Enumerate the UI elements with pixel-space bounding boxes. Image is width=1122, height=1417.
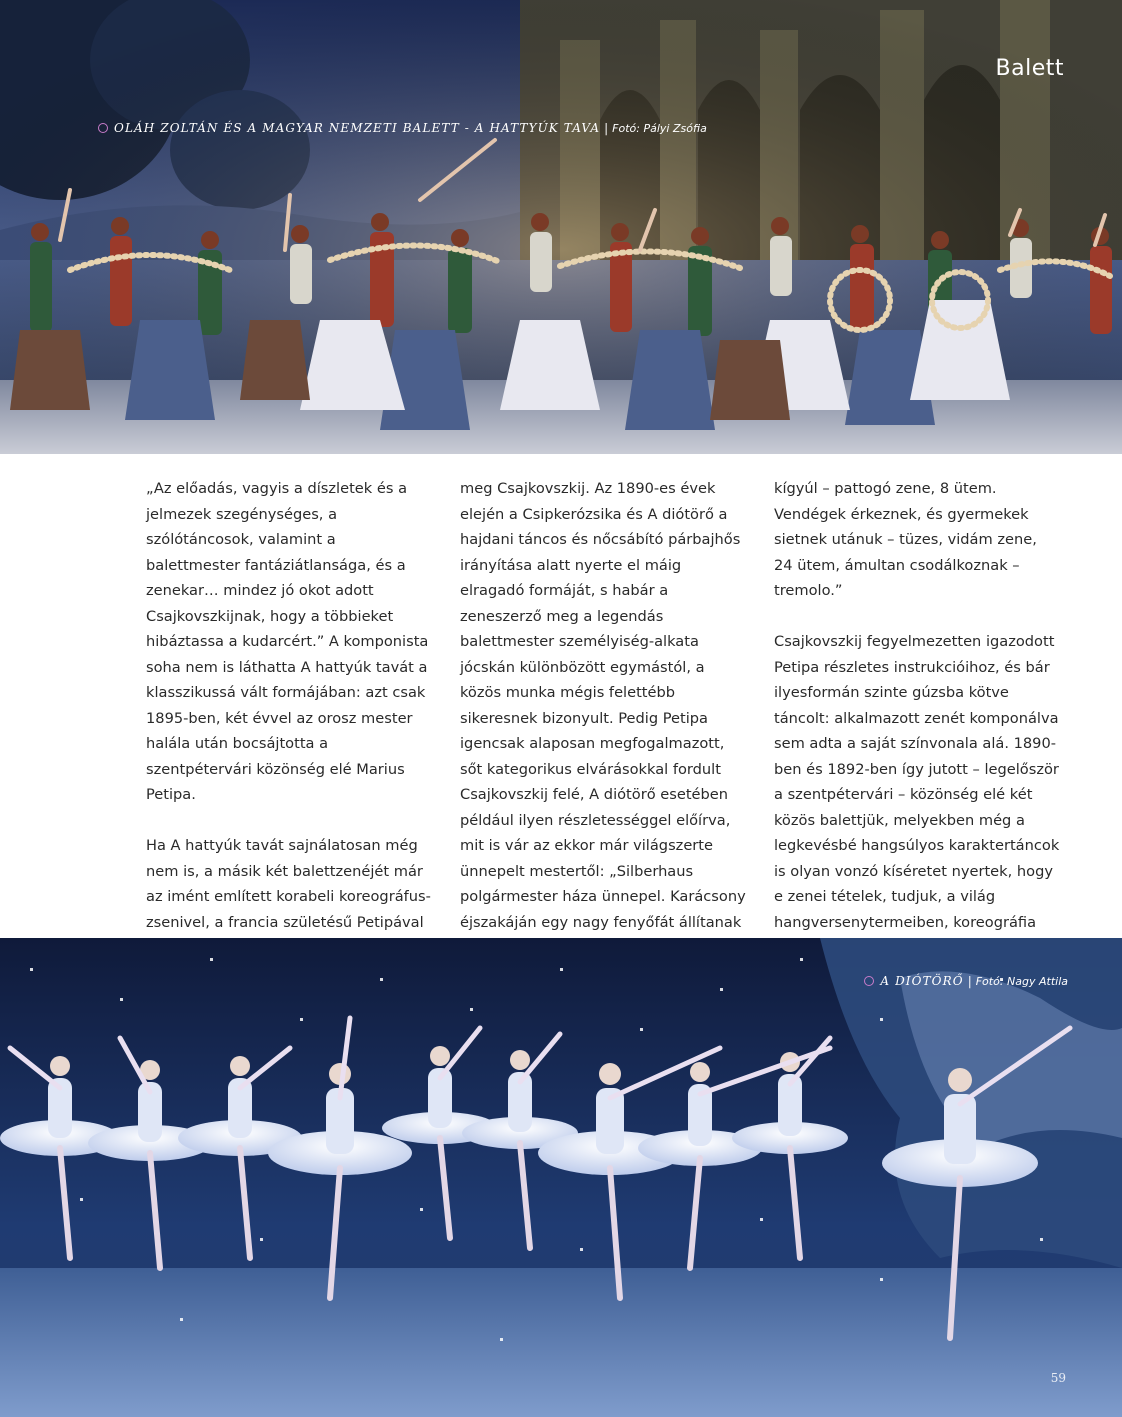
paragraph: Ha A hattyúk tavát sajnálatosan még nem is, a másik két balettzenéjét már az imént említett korabeli koreográfus-zsenivel, a francia születésű Petipával (146, 837, 431, 931)
nutcracker-illustration (0, 938, 1122, 1417)
swan-lake-illustration (0, 0, 1122, 454)
bottom-photo-caption (864, 974, 1068, 988)
photo-credit: Fotó: Pályi Zsófia (612, 121, 707, 135)
text-column-2 (460, 476, 746, 1012)
caption-text: OLÁH ZOLTÁN ÉS A MAGYAR NEMZETI BALETT - A HATTYÚK TAVA (114, 121, 601, 135)
caption-separator: | (604, 121, 609, 135)
text-column-3 (774, 476, 1060, 986)
top-photo-swan-lake (0, 0, 1122, 454)
caption-bullet-icon (98, 123, 108, 133)
page-number: 59 (1050, 1371, 1066, 1385)
text-column-1 (146, 476, 432, 986)
paragraph: Csajkovszkij fegyelmezetten igazodott Petipa részletes instrukcióihoz, és bár ilyesformán szinte gúzsba kötve táncolt: alkalmazott zenét komponálva sem adta a saját színvonala alá. 1890-ben és 1892-ben így jutott – legelőször a szentpétervári – közönség elé két közös balettjük, melyekben még a legkevésbé hangsúlyos karaktertáncok is olyan vonzó kíséretet nyertek, hogy e zenei tételek, tudjuk, a világ hangversenytermeiben, koreográfia (774, 633, 1060, 931)
paragraph: kígyúl – pattogó zene, 8 ütem. Vendégek érkeznek, és gyermekek sietnek utánuk – tüzes, vidám zene, 24 ütem, ámultan csodálkoznak – tremolo.” (774, 480, 1037, 599)
caption-separator: | (967, 974, 972, 988)
bottom-photo-nutcracker (0, 938, 1122, 1417)
caption-bullet-icon (864, 976, 874, 986)
paragraph: meg Csajkovszkij. Az 1890-es évek elején a Csipkerózsika és A diótörő a hajdani táncos és nőcsábító párbajhős irányítása alatt nyerte el máig elragadó formáját, s habár a zeneszerző meg a legendás balettmester személyiség-alkata jócskán különbözött egymástól, a közös munka mégis felettébb sikeresnek bizonyult. Pedig Petipa igencsak alaposan megfogalmazott, sőt kategorikus elvárásokkal fordult Csajkovszkij felé, A diótörő esetében például ilyen részletességgel előírva, mit is vár az ekkor már világszerte ünnepelt mestertől: „Silberhaus polgármester háza ünnepel. Karácsony éjszakáján egy nagy fenyőfát állítanak (460, 480, 746, 931)
paragraph: „Az előadás, vagyis a díszletek és a jelmezek szegénységes, a szólótáncosok, valamint a balettmester fantáziátlansága, és a zenekar… mindez jó okot adott Csajkovszkijnak, hogy a többieket hibáztassa a kudarcért.” A komponista soha nem is láthatta A hattyúk tavát a klasszikussá vált formájában: azt csak 1895-ben, két évvel az orosz mester halála után bocsájtotta a szentpétervári közönség elé Marius Petipa. (146, 480, 429, 803)
photo-credit: Fotó: Nagy Attila (975, 974, 1068, 988)
section-title: Balett (995, 56, 1064, 81)
caption-text: A DIÓTÖRŐ (880, 974, 964, 988)
top-photo-caption (98, 121, 707, 135)
